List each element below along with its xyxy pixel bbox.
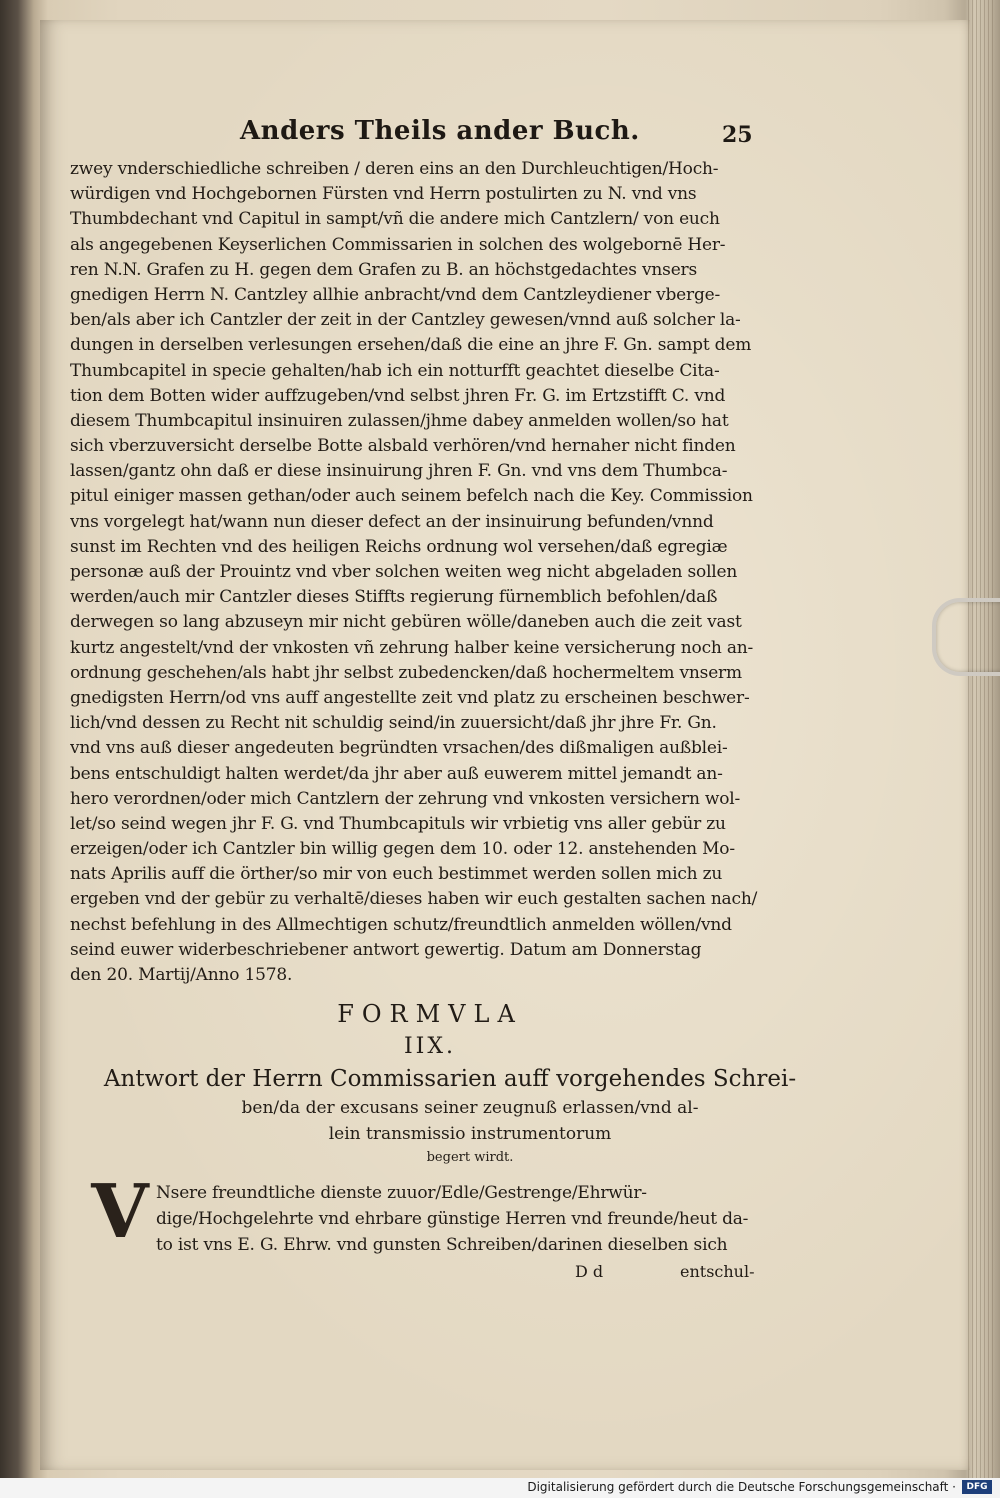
formula-number: IIX. — [403, 1034, 457, 1059]
text-line: gnedigsten Herrn/od vns auff angestellte zeit vnd platz zu erscheinen beschwer- — [70, 687, 750, 708]
text-line: ergeben vnd der gebür zu verhaltē/dieses haben wir euch gestalten sachen nach/ — [70, 889, 758, 910]
letter-text — [156, 1180, 756, 1258]
text-line: let/so seind wegen jhr F. G. vnd Thumbcapituls wir vrbietig vns aller gebür zu — [70, 813, 726, 834]
signature-mark: D d — [575, 1262, 604, 1281]
paper-clip — [932, 598, 1000, 676]
text-line: derwegen so lang abzuseyn mir nicht gebüren wölle/daneben auch die zeit vast — [70, 612, 742, 633]
text-line: lassen/gantz ohn daß er diese insinuirung jhren F. Gn. vnd vns dem Thumbca- — [70, 461, 728, 482]
text-line: Thumbdechant vnd Capitul in sampt/vñ die andere mich Cantzlern/ von euch — [70, 209, 720, 230]
formula-title: FORMVLA — [337, 1000, 523, 1028]
catchword: entschul- — [680, 1262, 755, 1281]
text-line: tion dem Botten wider auffzugeben/vnd selbst jhren Fr. G. im Ertzstifft C. vnd — [70, 385, 726, 406]
text-line: personæ auß der Prouintz vnd vber solchen weiten weg nicht abgeladen sollen — [70, 562, 738, 582]
running-header: Anders Theils ander Buch. — [240, 116, 640, 146]
text-line: nats Aprilis auff die örther/so mir von euch bestimmet werden sollen mich zu — [70, 864, 723, 885]
text-line: Thumbcapitel in specie gehalten/hab ich ein notturfft geachtet dieselbe Cita- — [70, 360, 720, 381]
page-edges — [968, 0, 996, 1478]
text-line: Nsere freundtliche dienste zuuor/Edle/Gestrenge/Ehrwür- — [156, 1183, 647, 1203]
text-line: werden/auch mir Cantzler dieses Stiffts regierung fürnemblich befohlen/daß — [70, 587, 718, 608]
subtitle-line: begert wirdt. — [426, 1150, 514, 1165]
text-line: gnedigen Herrn N. Cantzley allhie anbracht/vnd dem Cantzleydiener vberge- — [70, 284, 721, 305]
subtitle-line: lein transmissio instrumentorum — [328, 1124, 612, 1144]
text-line: dige/Hochgelehrte vnd ehrbare günstige Herren vnd freunde/heut da- — [156, 1209, 749, 1229]
subtitle-line: Antwort der Herrn Commissarien auff vorgehendes Schrei- — [103, 1066, 797, 1092]
drop-cap: V — [91, 1169, 149, 1255]
footer-bar — [0, 1478, 1000, 1498]
body-text — [70, 157, 760, 988]
dfg-logo: DFG — [962, 1480, 992, 1494]
text-line: hero verordnen/oder mich Cantzlern der zehrung vnd vnkosten versichern wol- — [70, 788, 741, 809]
text-line: vns vorgelegt hat/wann nun dieser defect an der insinuirung befunden/vnnd — [70, 511, 714, 532]
text-line: als angegebenen Keyserlichen Commissarien in solchen des wolgebornē Her- — [70, 234, 726, 255]
text-line: zwey vnderschiedliche schreiben / deren eins an den Durchleuchtigen/Hoch- — [70, 159, 719, 179]
text-line: erzeigen/oder ich Cantzler bin willig gegen dem 10. oder 12. anstehenden Mo- — [70, 839, 735, 860]
text-line: seind euwer widerbeschriebener antwort gewertig. Datum am Donnerstag — [70, 939, 702, 960]
text-line: vnd vns auß dieser angedeuten begründten vrsachen/des dißmaligen außblei- — [70, 738, 728, 759]
text-line: diesem Thumbcapitul insinuiren zulassen/jhme dabey anmelden wollen/so hat — [70, 410, 729, 431]
text-line: sunst im Rechten vnd des heiligen Reichs ordnung wol versehen/daß egregiæ — [70, 536, 728, 557]
footer-credit: Digitalisierung gefördert durch die Deutsche Forschungsgemeinschaft · — [527, 1480, 956, 1494]
subtitle-line: ben/da der excusans seiner zeugnuß erlassen/vnd al- — [241, 1098, 699, 1118]
text-line: ben/als aber ich Cantzler der zeit in der Cantzley gewesen/vnnd auß solcher la- — [70, 310, 741, 331]
text-line: dungen in derselben verlesungen ersehen/daß die eine an jhre F. Gn. sampt dem — [70, 335, 752, 356]
text-line: ren N.N. Grafen zu H. gegen dem Grafen zu B. an höchstgedachtes vnsers — [70, 259, 698, 280]
text-line: sich vberzuversicht derselbe Botte alsbald verhören/vnd hernaher nicht finden — [70, 436, 736, 457]
text-line: to ist vns E. G. Ehrw. vnd gunsten Schreiben/darinen dieselben sich — [156, 1235, 728, 1255]
text-line: würdigen vnd Hochgebornen Fürsten vnd Herrn postulirten zu N. vnd vns — [70, 184, 697, 205]
text-line: den 20. Martij/Anno 1578. — [70, 965, 293, 985]
text-line: pitul einiger massen gethan/oder auch seinem befelch nach die Key. Commission — [70, 486, 753, 507]
text-line: lich/vnd dessen zu Recht nit schuldig seind/in zuuersicht/daß jhr jhre Fr. Gn. — [70, 713, 717, 734]
text-line: bens entschuldigt halten werdet/da jhr aber auß euwerem mittel jemandt an- — [70, 763, 723, 784]
text-line: ordnung geschehen/als habt jhr selbst zubedencken/daß hochermeltem vnserm — [70, 662, 742, 683]
text-line: nechst befehlung in des Allmechtigen schutz/freundtlich anmelden wöllen/vnd — [70, 914, 732, 935]
text-line: kurtz angestelt/vnd der vnkosten vñ zehrung halber keine versicherung noch an- — [70, 637, 754, 658]
page-number: 25 — [722, 122, 753, 148]
